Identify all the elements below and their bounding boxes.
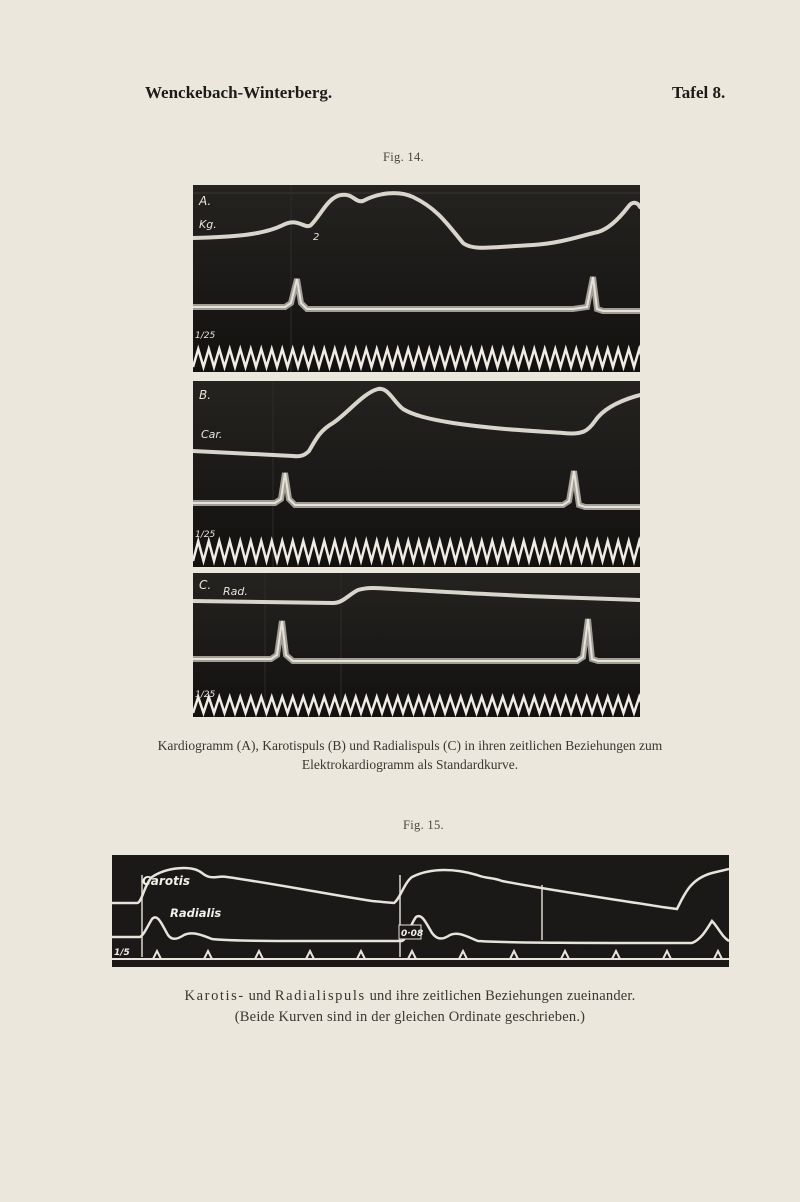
panel-a-time-marker: 1/25: [195, 331, 216, 341]
wave-number-label: 2: [313, 232, 320, 243]
caption-rest: und ihre zeitlichen Beziehungen zueinander.: [365, 988, 636, 1004]
fig14-caption: [120, 736, 700, 774]
fig15-time-marker: 1/5: [114, 948, 130, 958]
panel-a-kardiogramm: [193, 185, 640, 372]
fig14-label: Fig. 14.: [383, 150, 424, 164]
caption-und: und: [244, 988, 275, 1004]
fig15-caption: [120, 986, 700, 1028]
fig15-label: Fig. 15.: [403, 818, 444, 832]
fig14-caption-line2: Elektrokardiogramm als Standardkurve.: [301, 757, 519, 772]
panel-b-letter: B.: [199, 388, 212, 402]
panel-a-letter: A.: [199, 194, 212, 208]
panel-c-trace-label: Rad.: [223, 585, 248, 598]
panel-a-trace-label: Kg.: [199, 218, 217, 231]
panel-b-karotispuls: [193, 381, 640, 567]
panel-b-time-marker: 1/25: [195, 530, 216, 540]
fig15-caption-line2: (Beide Kurven sind in der gleichen Ordinate geschrieben.): [234, 1009, 586, 1025]
panel-b-trace-label: Car.: [201, 428, 223, 441]
author-header: Wenckebach-Winterberg.: [145, 83, 333, 102]
plate-number: Tafel 8.: [672, 83, 726, 102]
panel-c-time-marker: 1/25: [195, 690, 216, 700]
radialis-label: Radialis: [170, 906, 222, 920]
caption-spaced-radialispuls: Radialispuls: [274, 988, 366, 1004]
fig15-caption-line1: [120, 986, 700, 1007]
fig14-caption-line1: Kardiogramm (A), Karotispuls (B) und Radialispuls (C) in ihren zeitlichen Beziehungen zum: [157, 738, 663, 753]
panel-fig15-carotis-radialis: [112, 855, 729, 967]
interval-value: 0·08: [401, 929, 424, 939]
panel-c-letter: C.: [199, 578, 212, 592]
panel-c-radialispuls: [193, 573, 640, 717]
carotis-label: Carotis: [142, 874, 191, 888]
caption-spaced-karotis: Karotis-: [184, 988, 245, 1004]
